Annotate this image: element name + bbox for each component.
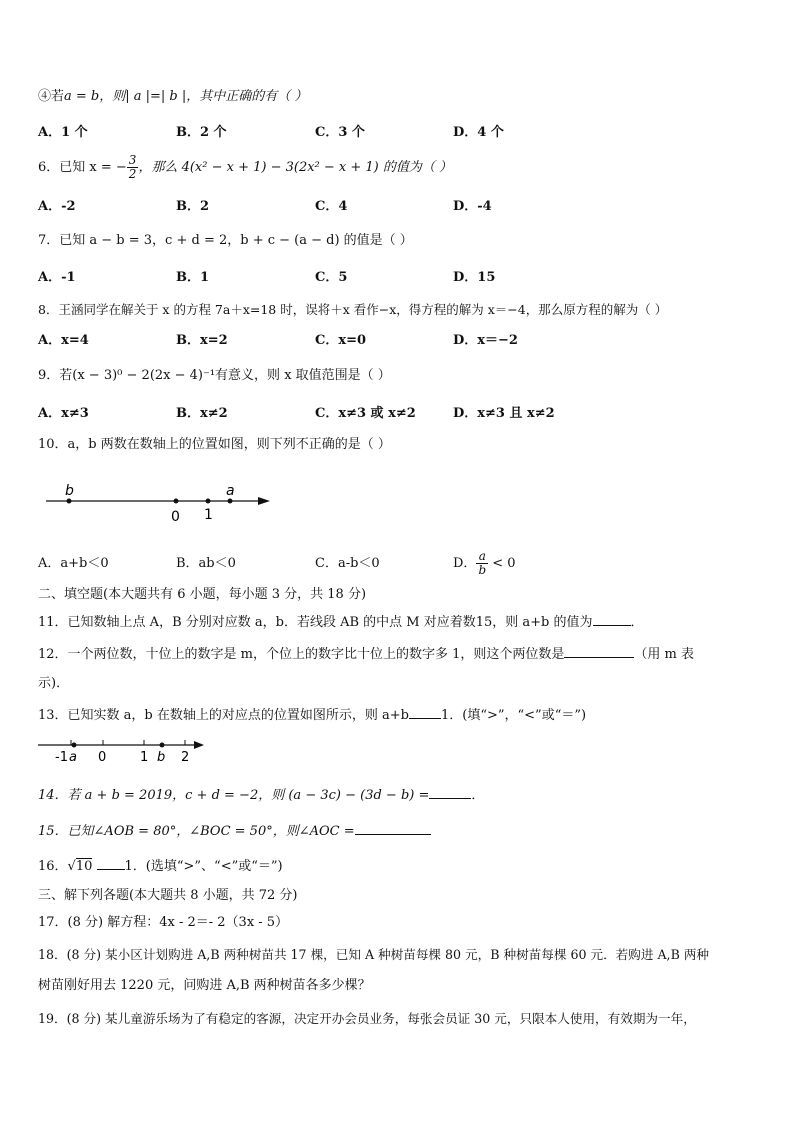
q19-question: 19．(8 分) 某儿童游乐场为了有稳定的客源，决定开办会员业务，每张会员证 30 元，只限本人使用，有效期为一年， (38, 1011, 696, 1026)
q10-d-post: < 0 (492, 556, 516, 571)
q16-number: 16． (38, 859, 68, 874)
q12-continuation: 示)． (38, 676, 70, 691)
q13-question (38, 706, 586, 725)
q12-end: （用 m 表 (634, 647, 694, 662)
q10-label-a: a (226, 483, 235, 499)
q10-point-b (67, 499, 72, 504)
q13-label-two: 2 (181, 750, 190, 764)
q15-text: 15．已知∠AOB = 80°，∠BOC = 50°，则∠AOC = (38, 824, 355, 839)
q10-point-a (228, 499, 233, 504)
q13-label-a: a (69, 750, 77, 764)
q13-point-a (72, 743, 77, 748)
q9-option-b: B．x≠2 (176, 406, 228, 421)
q13-blank[interactable] (409, 706, 441, 719)
q6-post: ，那么 4(x² − x + 1) − 3(2x² − x + 1) 的值为（ ） (138, 160, 453, 175)
q16-question (38, 857, 283, 876)
q6-question (38, 150, 452, 186)
q9-option-c: C．x≠3 或 x≠2 (315, 406, 416, 421)
q11-text: 11．已知数轴上点 A，B 分别对应数 a，b．若线段 AB 的中点 M 对应着数15，则 a+b 的值为 (38, 615, 593, 630)
q7-option-a: A．-1 (38, 270, 76, 285)
q16-sqrt: √10 (67, 859, 93, 874)
q14-question (38, 786, 484, 805)
q18-continuation: 树苗刚好用去 1220 元，问购进 A,B 两种树苗各多少棵？ (38, 978, 371, 993)
q5-option-a: A．1 个 (38, 125, 88, 140)
q7-option-d: D．15 (453, 270, 496, 285)
q12-blank[interactable] (564, 645, 634, 658)
q13-text: 13．已知实数 a，b 在数轴上的对应点的位置如图所示，则 a+b (38, 708, 409, 723)
q12-text: 12．一个两位数，十位上的数字是 m，个位上的数字比十位上的数字多 1，则这个两位数是 (38, 647, 565, 662)
q8-option-c: C．x=0 (315, 333, 367, 348)
q16-end: 1．(选填“>”、“<”或“＝”) (124, 859, 283, 874)
q7-question: 7．已知 a − b = 3，c + d = 2，b + c − (a − d) 的值是（ ） (38, 233, 413, 248)
q13-axis-arrow (194, 741, 204, 749)
q10-option-b: B．ab＜0 (176, 556, 236, 571)
q6-frac-num: 3 (128, 153, 137, 167)
section-2-heading: 二、填空题(本大题共有 6 小题，每小题 3 分，共 18 分) (38, 587, 367, 602)
q10-option-c: C．a-b＜0 (315, 556, 380, 571)
q16-blank[interactable] (97, 857, 125, 870)
q11-blank[interactable] (593, 613, 631, 626)
q11-end: ． (630, 615, 644, 630)
q8-option-a: A．x=4 (38, 333, 89, 348)
section-3-heading: 三、解下列各题(本大题共 8 小题，共 72 分) (38, 888, 298, 903)
q10-option-d-letter: D． (453, 556, 477, 571)
q10-label-one: 1 (204, 507, 213, 523)
q8-question: 8．王涵同学在解关于 x 的方程 7a＋x=18 时，误将＋x 看作−x，得方程的解为 x＝−4，那么原方程的解为（ ） (38, 302, 668, 317)
q10-point-one (206, 499, 211, 504)
q9-option-d: D．x≠3 且 x≠2 (453, 406, 555, 421)
q10-label-zero: 0 (171, 509, 180, 525)
q13-label-b: b (157, 750, 166, 764)
q10-option-d (453, 546, 516, 582)
q13-number-line (36, 734, 211, 764)
q14-end: ． (471, 788, 485, 803)
q5-option-d: D．4 个 (453, 125, 504, 140)
q13-end: 1．(填“>”，“<”或“＝”) (440, 708, 587, 723)
q4-statement (38, 88, 307, 106)
q10-point-zero (174, 499, 179, 504)
q10-d-den: b (478, 563, 487, 577)
q8-option-d: D．x＝−2 (453, 333, 518, 348)
q6-option-c: C．4 (315, 199, 348, 214)
q6-pre: 6．已知 x = − (38, 160, 127, 175)
q9-question: 9．若(x − 3)⁰ − 2(2x − 4)⁻¹有意义，则 x 取值范围是（ ） (38, 368, 391, 383)
q10-axis-arrow (258, 497, 270, 505)
q17-question: 17．(8 分) 解方程：4x - 2＝- 2（3x - 5） (38, 915, 289, 930)
q14-text: 14．若 a + b = 2019，c + d = −2，则 (a − 3c) − (3d − b) = (38, 788, 430, 803)
q6-option-d: D．-4 (453, 199, 492, 214)
q5-option-c: C．3 个 (315, 125, 365, 140)
q15-blank[interactable] (355, 822, 431, 835)
q10-label-b: b (65, 483, 74, 499)
q14-blank[interactable] (429, 786, 471, 799)
q13-label-m1: -1 (55, 750, 68, 764)
q9-option-a: A．x≠3 (38, 406, 89, 421)
q7-option-b: B．1 (176, 270, 210, 285)
q6-option-b: B．2 (176, 199, 210, 214)
q6-frac-den: 2 (128, 167, 137, 181)
q12-question (38, 645, 694, 664)
q11-question (38, 613, 644, 632)
q7-option-c: C．5 (315, 270, 348, 285)
q10-option-a: A．a+b＜0 (38, 556, 109, 571)
q10-question: 10．a，b 两数在数轴上的位置如图，则下列不正确的是（ ） (38, 437, 391, 452)
q13-point-b (160, 743, 165, 748)
q4-number: ④若 (38, 89, 65, 104)
q15-question (38, 822, 431, 841)
q6-fraction (127, 154, 139, 181)
q13-label-zero: 0 (98, 750, 107, 764)
q10-d-fraction (476, 550, 488, 577)
q4-text: a = b，则| a |=| b |，其中正确的有（ ） (64, 89, 308, 104)
q10-number-line (40, 478, 280, 528)
q18-question: 18．(8 分) 某小区计划购进 A,B 两种树苗共 17 棵，已知 A 种树苗每棵 80 元，B 种树苗每棵 60 元．若购进 A,B 两种 (38, 947, 710, 962)
q16-radicand: 10 (75, 859, 93, 874)
q5-option-b: B．2 个 (176, 125, 227, 140)
q13-label-one: 1 (140, 750, 149, 764)
q10-d-num: a (476, 550, 488, 564)
q6-option-a: A．-2 (38, 199, 76, 214)
q8-option-b: B．x=2 (176, 333, 228, 348)
